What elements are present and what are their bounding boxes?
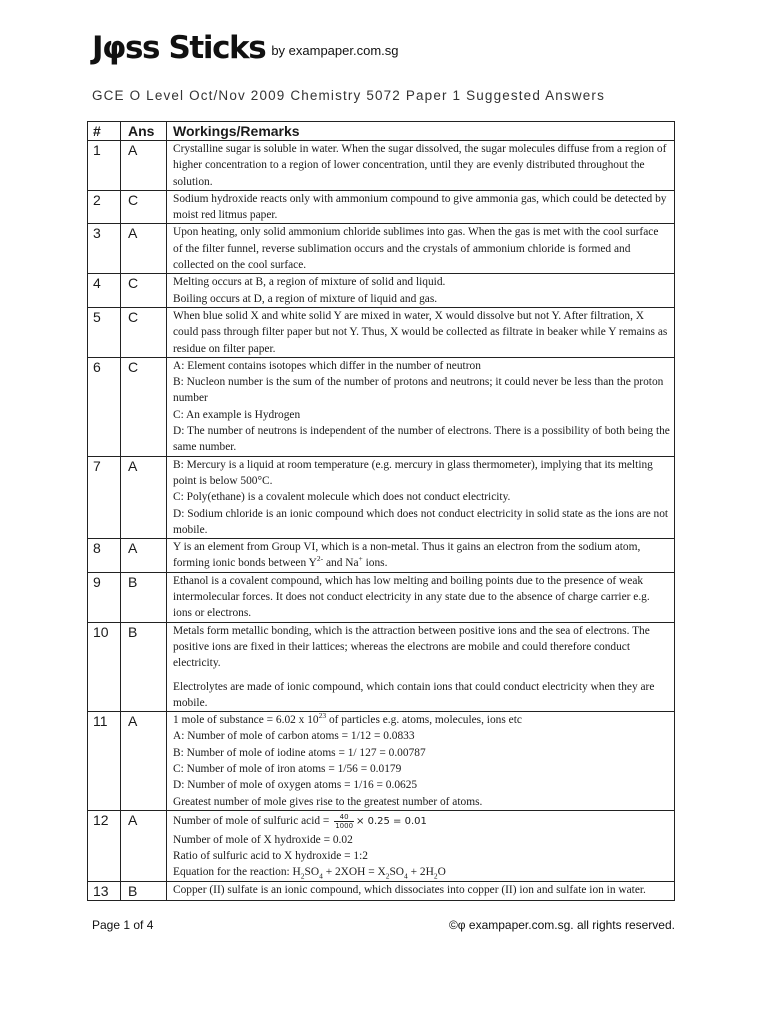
question-number: 9 (88, 572, 121, 622)
math-expression: × 0.25 = 0.01 (356, 815, 427, 827)
table-row (88, 622, 675, 711)
remark-line: A: Element contains isotopes which differ in the number of neutron (173, 359, 481, 372)
answer-letter: A (121, 810, 167, 881)
document-title: GCE O Level Oct/Nov 2009 Chemistry 5072 Paper 1 Suggested Answers (92, 88, 605, 103)
remark-line: Crystalline sugar is soluble in water. When the sugar dissolved, the sugar molecules diffuse from a region of higher concentration to a region of lower concentration, until they are evenly distributed throughout the solution. (173, 143, 667, 188)
table-row (88, 712, 675, 811)
logo-text: ss Sticks (125, 30, 266, 66)
equation-text: SO (304, 866, 320, 879)
table-row (88, 307, 675, 357)
remarks (167, 141, 675, 191)
equation-text: + 2H (407, 866, 434, 879)
remark-line (173, 712, 670, 728)
remark-line: Boiling occurs at D, a region of mixture of liquid and gas. (173, 292, 438, 305)
remark-text: Y is an element from Group VI, which is a non-metal. Thus it gains an electron from the sodium atom, forming ionic bonds between Y (173, 541, 641, 570)
remark-line: When blue solid X and white solid Y are mixed in water, X would dissolve but not Y. After filtration, X could pass through filter paper but not Y. Thus, X would be collected as filtrate in beaker while Y remains as residue on filter paper. (173, 309, 668, 355)
subscript: 2 (300, 871, 305, 881)
question-number: 5 (88, 307, 121, 357)
remark-line: Ethanol is a covalent compound, which has low melting and boiling points due to the presence of weak intermolecular forces. It does not conduct electricity in any state due to the absence of charge carrier e.g. ions or electrons. (173, 574, 650, 620)
remark-line: Electrolytes are made of ionic compound, which contain ions that could conduct electricity when they are mobile. (173, 680, 655, 709)
answer-letter: A (121, 224, 167, 274)
subscript: 4 (404, 871, 408, 881)
table-row (88, 141, 675, 191)
logo-letter-j: J (92, 30, 103, 66)
exponent: 23 (318, 711, 327, 721)
remark-line: Number of mole of X hydroxide = 0.02 (173, 833, 353, 846)
header-answer: Ans (121, 122, 167, 141)
table-row (88, 881, 675, 900)
table-row (88, 810, 675, 881)
remarks (167, 274, 675, 308)
remark-line: C: Number of mole of iron atoms = 1/56 = 0.0179 (173, 762, 402, 775)
remark-line (173, 539, 670, 572)
question-number: 12 (88, 810, 121, 881)
copyright-notice (449, 918, 675, 932)
remarks (167, 539, 675, 573)
table-row (88, 357, 675, 456)
remark-line: C: An example is Hydrogen (173, 408, 301, 421)
fraction-denominator: 1000 (335, 821, 354, 830)
question-number: 13 (88, 881, 121, 900)
logo-phi-glyph: φ (102, 30, 125, 66)
remark-line: Melting occurs at B, a region of mixture of solid and liquid. (173, 276, 446, 289)
remark-line: Copper (II) sulfate is an ionic compound, which dissociates into copper (II) ion and sulfate ion in water. (173, 883, 646, 896)
question-number: 10 (88, 622, 121, 711)
remark-text: Number of mole of sulfuric acid = (173, 814, 333, 827)
remark-text: of particles e.g. atoms, molecules, ions etc (326, 714, 522, 727)
header-number: # (88, 122, 121, 141)
ion-charge: + (358, 554, 363, 564)
remark-line: D: The number of neutrons is independent of the number of electrons. There is a possibility of both being the same number. (173, 425, 670, 454)
table-row (88, 572, 675, 622)
remark-line: D: Sodium chloride is an ionic compound which does not conduct electricity in solid state as the ions are not mobile. (173, 507, 669, 536)
remark-line: Ratio of sulfuric acid to X hydroxide = 1:2 (173, 850, 368, 863)
answer-letter: B (121, 881, 167, 900)
remarks (167, 572, 675, 622)
answer-letter: C (121, 307, 167, 357)
remarks (167, 881, 675, 900)
page-header (92, 28, 399, 68)
remarks (167, 810, 675, 881)
subscript: 2 (433, 871, 438, 881)
question-number: 8 (88, 539, 121, 573)
ion-charge: 2- (316, 554, 324, 564)
subscript: 2 (385, 871, 390, 881)
copyright-icon: © (448, 918, 458, 932)
page-number: Page 1 of 4 (92, 918, 154, 932)
remarks (167, 357, 675, 456)
answer-letter: C (121, 190, 167, 224)
question-number: 6 (88, 357, 121, 456)
remarks (167, 190, 675, 224)
question-number: 1 (88, 141, 121, 191)
table-row (88, 190, 675, 224)
remark-line: B: Nucleon number is the sum of the number of protons and neutrons; it could never be less than the proton number (173, 376, 664, 405)
answer-letter: A (121, 141, 167, 191)
remarks (167, 622, 675, 711)
header-remarks: Workings/Remarks (167, 122, 675, 141)
remark-line: C: Poly(ethane) is a covalent molecule which does not conduct electricity. (173, 491, 511, 504)
remark-line: D: Number of mole of oxygen atoms = 1/16 = 0.0625 (173, 779, 418, 792)
equation-text: SO (389, 866, 405, 879)
answer-letter: C (121, 357, 167, 456)
remark-text: and Na (323, 557, 359, 570)
table-row (88, 456, 675, 538)
answer-letter: C (121, 274, 167, 308)
remarks (167, 307, 675, 357)
answers-table (87, 121, 675, 901)
remark-line: Upon heating, only solid ammonium chloride sublimes into gas. When the gas is met with the cool surface of the filter funnel, reverse sublimation occurs and the crystals of ammonium chloride is formed and collected on the cool surface. (173, 226, 659, 272)
table-row (88, 274, 675, 308)
chemical-equation (173, 864, 670, 880)
remark-line: A: Number of mole of carbon atoms = 1/12 = 0.0833 (173, 730, 415, 743)
answer-letter: B (121, 622, 167, 711)
fraction (334, 813, 354, 830)
table-row (88, 539, 675, 573)
question-number: 4 (88, 274, 121, 308)
answer-letter: A (121, 539, 167, 573)
remark-line: B: Number of mole of iodine atoms = 1/ 127 = 0.00787 (173, 746, 426, 759)
answer-letter: B (121, 572, 167, 622)
question-number: 3 (88, 224, 121, 274)
remarks (167, 224, 675, 274)
equation-text: O (437, 866, 446, 879)
question-number: 7 (88, 456, 121, 538)
joss-sticks-logo (92, 28, 265, 68)
remarks (167, 456, 675, 538)
answer-letter: A (121, 712, 167, 811)
remarks (167, 712, 675, 811)
remark-line: Sodium hydroxide reacts only with ammonium compound to give ammonia gas, which could be detected by moist red litmus paper. (173, 192, 667, 222)
remark-text: 1 mole of substance = 6.02 x 10 (173, 714, 319, 727)
question-number: 11 (88, 712, 121, 811)
equation-text: + 2XOH = X (322, 866, 386, 879)
remark-line: Greatest number of mole gives rise to the greatest number of atoms. (173, 795, 483, 808)
remark-line (173, 811, 670, 832)
copyright-text: exampaper.com.sg. all rights reserved. (465, 918, 675, 932)
remark-line: Metals form metallic bonding, which is the attraction between positive ions and the sea of electrons. The positive ions are fixed in their lattices; whereas the electrons are mobile and could therefore conduct electricity. (173, 624, 650, 670)
phi-icon: φ (457, 918, 466, 932)
remark-text: ions. (362, 557, 388, 570)
subscript: 4 (319, 871, 323, 881)
fraction-numerator: 40 (334, 813, 354, 822)
answer-letter: A (121, 456, 167, 538)
table-row (88, 224, 675, 274)
byline: by exampaper.com.sg (271, 43, 399, 58)
equation-text: Equation for the reaction: H (173, 866, 301, 879)
remark-line: B: Mercury is a liquid at room temperature (e.g. mercury in glass thermometer), implying that its melting point is below 500°C. (173, 458, 653, 487)
question-number: 2 (88, 190, 121, 224)
table-header-row (88, 122, 675, 141)
